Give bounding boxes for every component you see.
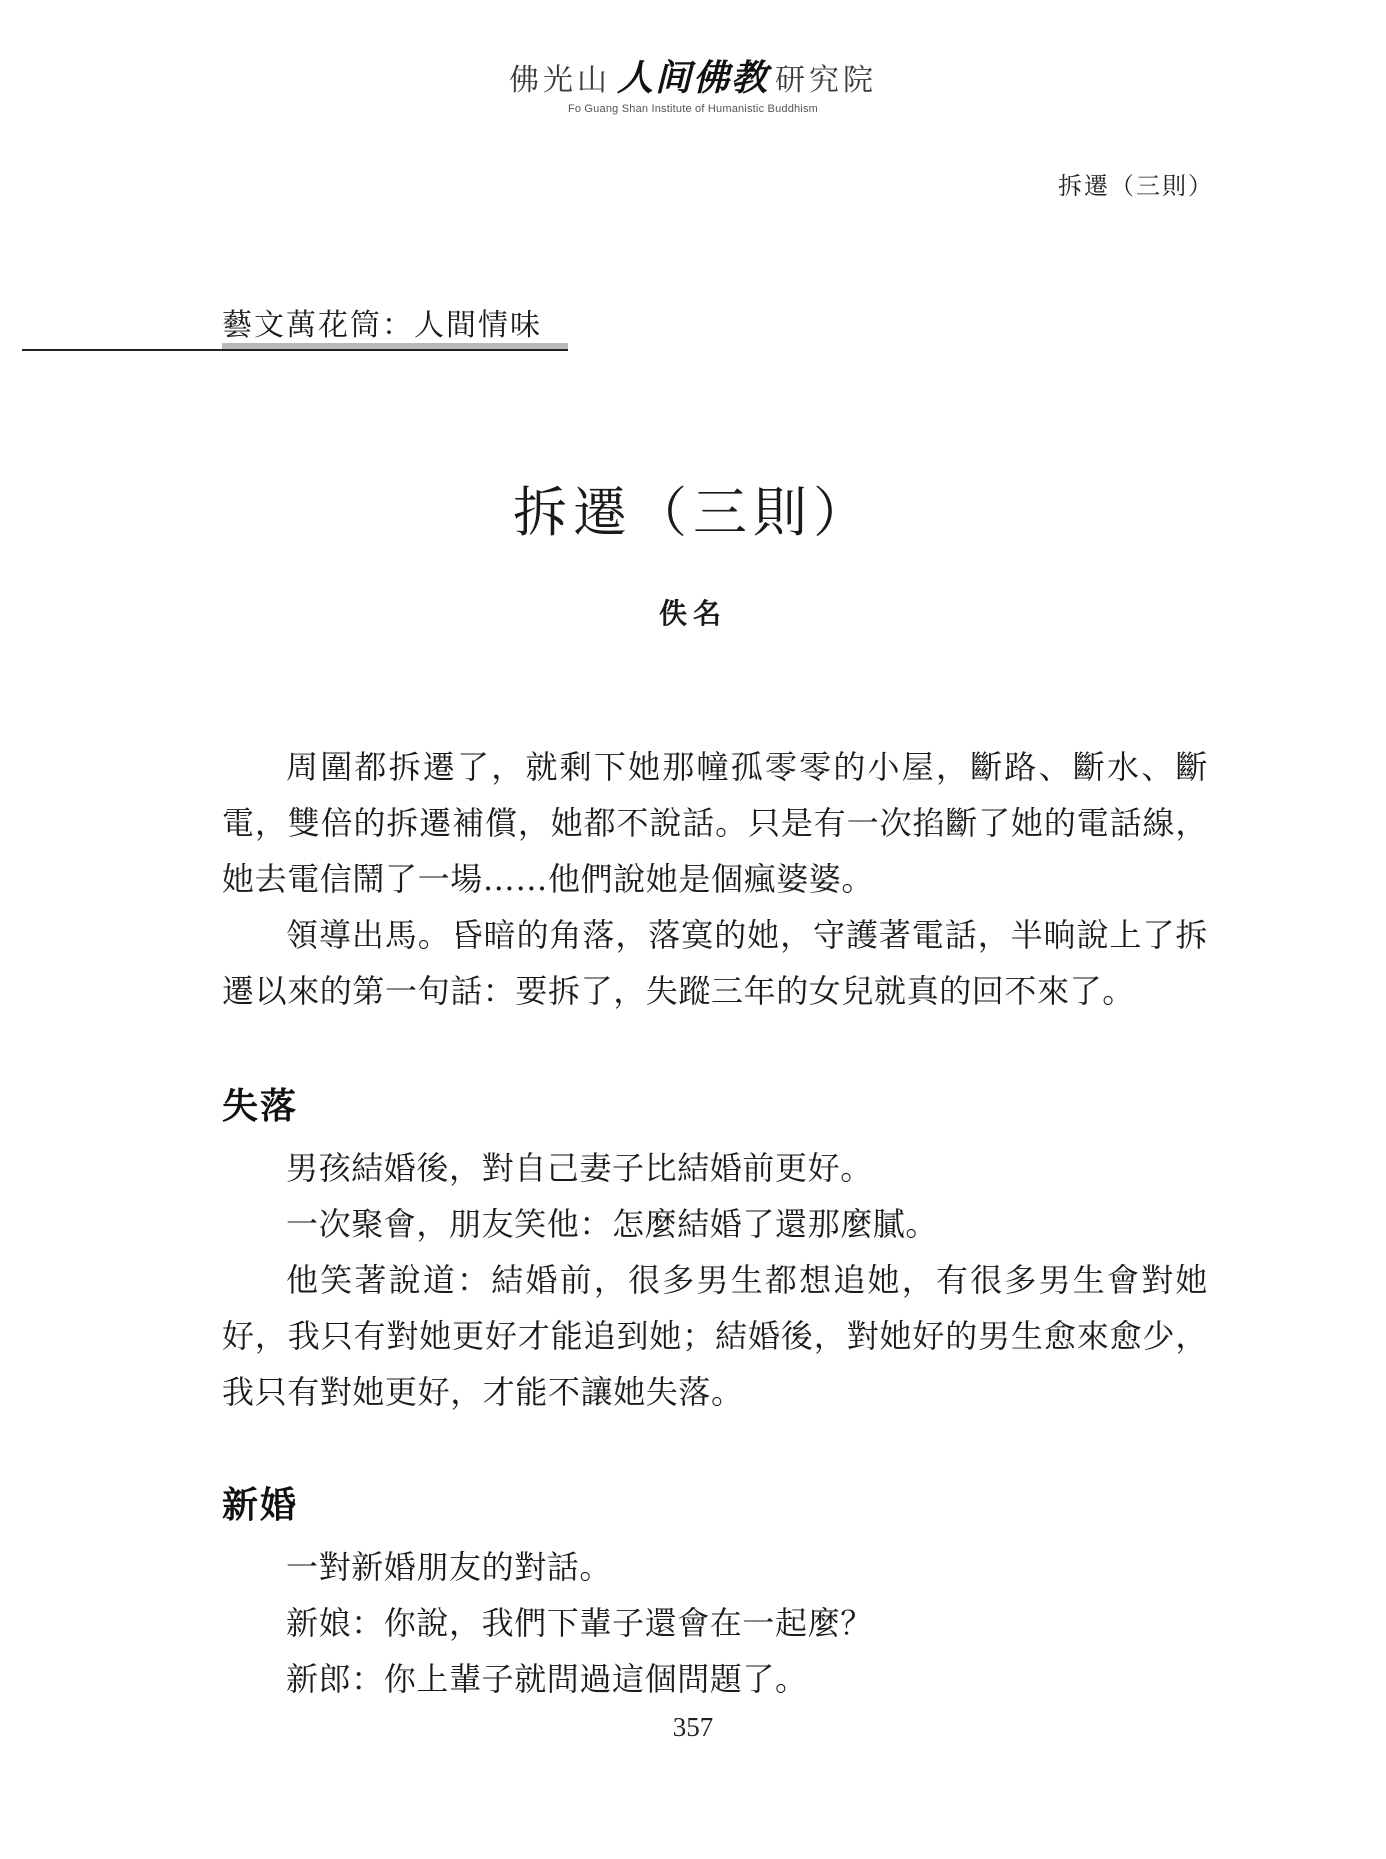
section-label: 藝文萬花筒：人間情味: [222, 308, 542, 343]
logo-suffix: 研究院: [775, 63, 877, 98]
section-rule: [22, 349, 568, 351]
section-heading-loss: 失落: [222, 1085, 299, 1127]
article-title: 拆遷（三則）: [513, 481, 873, 544]
paragraph: 他笑著說道：結婚前，很多男生都想追她，有很多男生會對她好，我只有對她更好才能追到她；結婚後，對她好的男生愈來愈少，我只有對她更好，才能不讓她失落。: [222, 1261, 1208, 1411]
paragraph: 周圍都拆遷了，就剩下她那幢孤零零的小屋，斷路、斷水、斷電，雙倍的拆遷補償，她都不說話。只是有一次掐斷了她的電話線，她去電信鬧了一場……他們說她是個瘋婆婆。: [222, 748, 1208, 898]
section-body-loss: [222, 1140, 1208, 1420]
paragraph: 一對新婚朋友的對話。: [286, 1548, 613, 1586]
paragraph: 新娘：你說，我們下輩子還會在一起麼？: [286, 1604, 873, 1642]
institute-subtitle: Fo Guang Shan Institute of Humanistic Buddhism: [567, 103, 819, 115]
section-heading-newlywed: 新婚: [222, 1484, 299, 1526]
intro-body: [222, 739, 1208, 1019]
paragraph: 新郎：你上輩子就問過這個問題了。: [286, 1660, 808, 1698]
page-number: 357: [672, 1712, 714, 1742]
section-body-newlywed: [222, 1539, 1208, 1707]
paragraph: 男孩結婚後，對自己妻子比結婚前更好。: [286, 1149, 873, 1187]
paragraph: 一次聚會，朋友笑他：怎麼結婚了還那麼膩。: [286, 1205, 939, 1243]
institute-logo: [0, 58, 1386, 101]
article-author: 佚名: [658, 597, 727, 630]
running-head: 拆遷（三則）: [1058, 172, 1214, 200]
logo-brand: 人间佛教: [616, 57, 769, 99]
masthead: [0, 58, 1386, 115]
logo-prefix: 佛光山: [508, 63, 611, 98]
paragraph: 領導出馬。昏暗的角落，落寞的她，守護著電話，半晌說上了拆遷以來的第一句話：要拆了，失蹤三年的女兒就真的回不來了。: [222, 916, 1208, 1010]
